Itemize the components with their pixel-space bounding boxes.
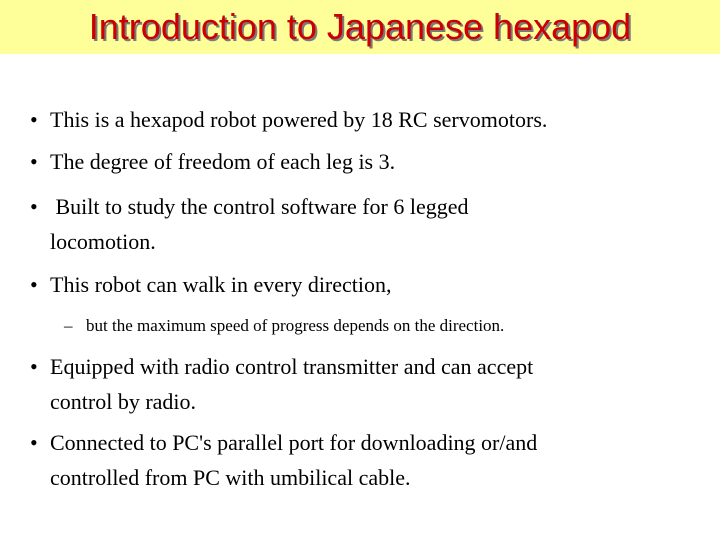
bullet-text: The degree of freedom of each leg is 3. xyxy=(50,149,396,174)
bullet-icon: • xyxy=(30,430,38,455)
slide-title: Introduction to Japanese hexapod xyxy=(88,6,632,47)
bullet-text-line: control by radio. xyxy=(50,389,197,414)
bullet-icon: • xyxy=(30,272,38,297)
bullet-text: This is a hexapod robot powered by 18 RC servomotors. xyxy=(50,107,548,132)
bullet-text: This robot can walk in every direction, xyxy=(50,272,392,297)
bullet-text-line: controlled from PC with umbilical cable. xyxy=(50,465,411,490)
bullet-icon: • xyxy=(30,194,38,219)
bullet-text-line: Equipped with radio control transmitter and can accept xyxy=(50,354,534,379)
sub-bullet-text: but the maximum speed of progress depends on the direction. xyxy=(86,316,505,335)
dash-icon: – xyxy=(64,316,73,335)
bullet-icon: • xyxy=(30,107,38,132)
bullet-text-line: locomotion. xyxy=(50,229,156,254)
bullet-icon: • xyxy=(30,149,38,174)
bullet-icon: • xyxy=(30,354,38,379)
bullet-text-line: Built to study the control software for 6 legged xyxy=(50,194,469,219)
bullet-text-line: Connected to PC's parallel port for downloading or/and xyxy=(50,430,538,455)
